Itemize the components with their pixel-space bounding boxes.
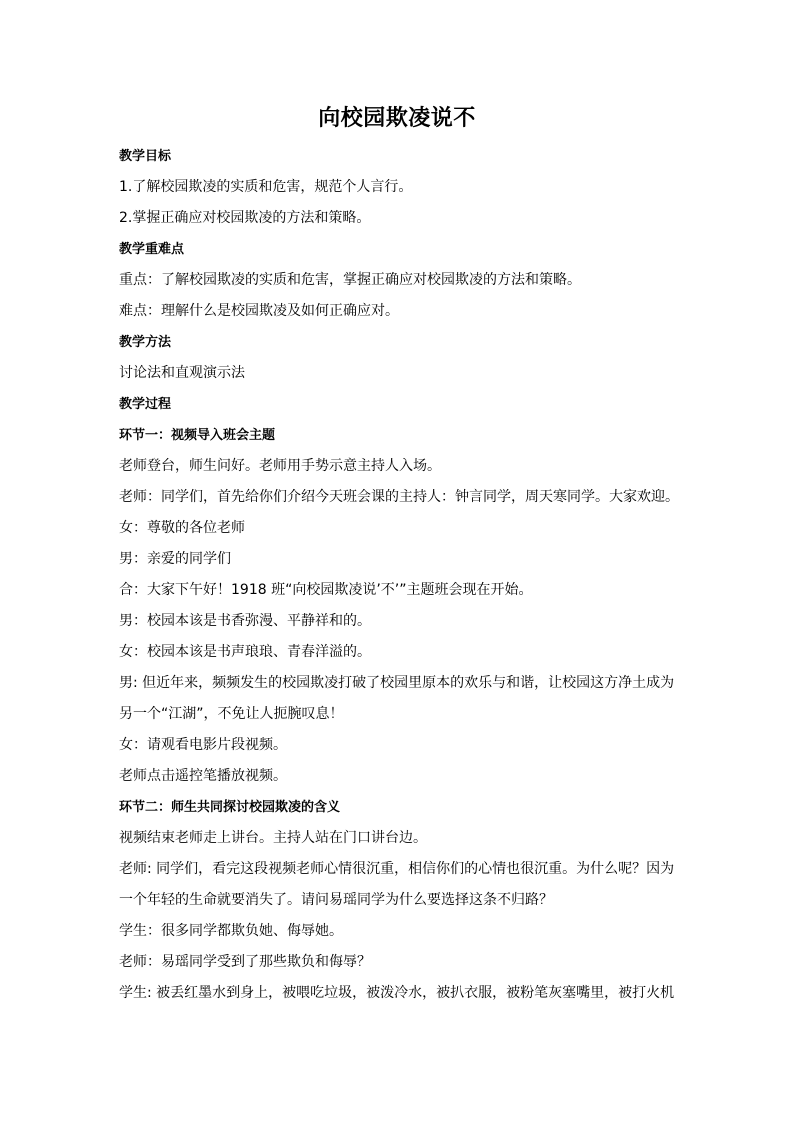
paragraph-line: 女：校园本该是书声琅琅、青春洋溢的。 xyxy=(119,644,371,660)
section-heading: 环节二：师生共同探讨校园欺凌的含义 xyxy=(119,800,341,815)
paragraph-line: 老师：易瑶同学受到了那些欺负和侮辱？ xyxy=(119,954,371,970)
paragraph-line: 一个年轻的生命就要消失了。请问易瑶同学为什么要选择这条不归路？ xyxy=(119,892,553,908)
paragraph-line: 女：尊敬的各位老师 xyxy=(119,520,245,536)
section-heading: 教学方法 xyxy=(119,335,172,350)
paragraph-line: 老师：同学们，首先给你们介绍今天班会课的主持人：钟言同学，周天寒同学。大家欢迎。 xyxy=(119,489,679,505)
paragraph-line: 重点：了解校园欺凌的实质和危害，掌握正确应对校园欺凌的方法和策略。 xyxy=(119,272,581,288)
paragraph-line: 2.掌握正确应对校园欺凌的方法和策略。 xyxy=(119,210,371,226)
paragraph-line: 合：大家下午好！1918 班“向校园欺凌说’不’”主题班会现在开始。 xyxy=(119,582,533,598)
paragraph-line: 学生：很多同学都欺负她、侮辱她。 xyxy=(119,923,343,939)
section-heading: 教学过程 xyxy=(119,397,172,412)
paragraph-line: 学生: 被丢红墨水到身上，被喂吃垃圾，被泼冷水，被扒衣服，被粉笔灰塞嘴里，被打火机 xyxy=(119,985,675,1001)
paragraph-line: 讨论法和直观演示法 xyxy=(119,365,245,381)
paragraph-line: 老师: 同学们，看完这段视频老师心情很沉重，相信你们的心情也很沉重。为什么呢？因为 xyxy=(119,861,675,877)
paragraph-line: 男：校园本该是书香弥漫、平静祥和的。 xyxy=(119,613,371,629)
paragraph-line: 老师登台，师生问好。老师用手势示意主持人入场。 xyxy=(119,458,441,474)
paragraph-line: 老师点击遥控笔播放视频。 xyxy=(119,768,287,784)
paragraph-line: 视频结束老师走上讲台。主持人站在门口讲台边。 xyxy=(119,830,427,846)
paragraph-line: 女：请观看电影片段视频。 xyxy=(119,737,287,753)
paragraph-line: 难点：理解什么是校园欺凌及如何正确应对。 xyxy=(119,303,399,319)
section-heading: 环节一：视频导入班会主题 xyxy=(119,428,276,443)
section-heading: 教学目标 xyxy=(119,149,172,164)
document-body xyxy=(119,141,681,1009)
section-heading: 教学重难点 xyxy=(119,242,185,257)
paragraph-line: 1.了解校园欺凌的实质和危害，规范个人言行。 xyxy=(119,179,413,195)
paragraph-line: 另一个“江湖”，不免让人扼腕叹息！ xyxy=(119,706,344,722)
paragraph-line: 男: 但近年来，频频发生的校园欺凌打破了校园里原本的欢乐与和谐，让校园这方净土成为 xyxy=(119,675,675,691)
document-title: 向校园欺凌说不 xyxy=(318,106,476,131)
paragraph-line: 男：亲爱的同学们 xyxy=(119,551,231,567)
